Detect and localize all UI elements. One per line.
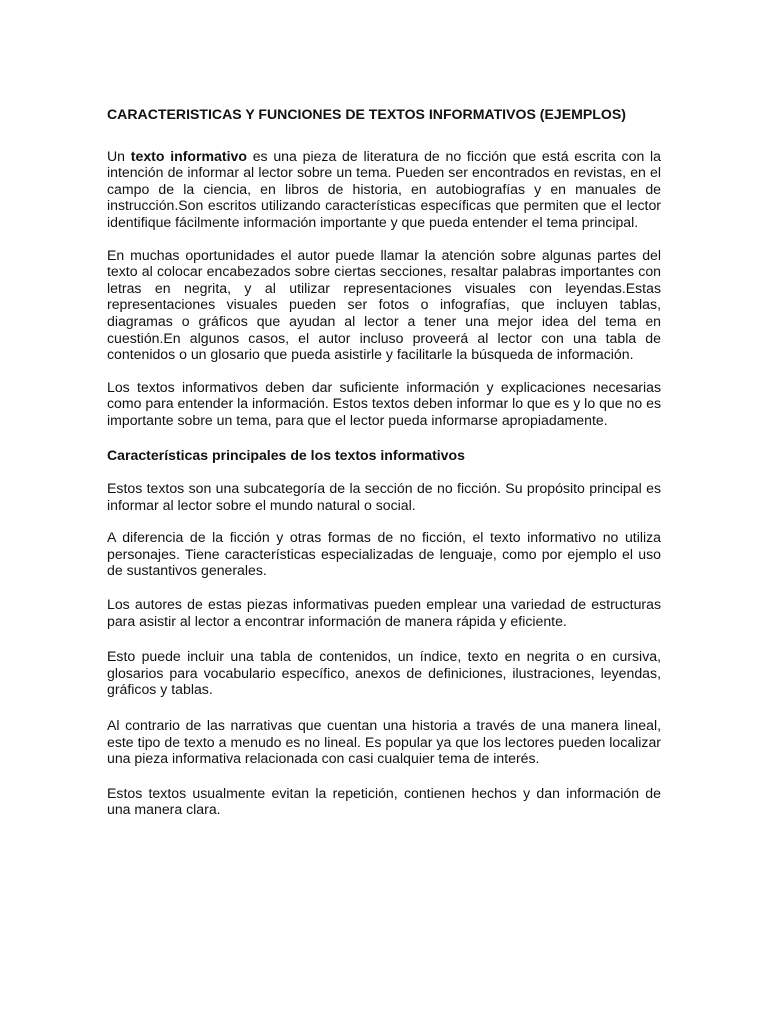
paragraph-clarity: Estos textos usualmente evitan la repetición, contienen hechos y dan información de una manera clara.	[107, 784, 661, 818]
section-heading: Características principales de los textos informativos	[107, 446, 465, 463]
document-page	[107, 106, 661, 818]
paragraph-intro-lead: Un	[107, 147, 131, 164]
bold-term-texto-informativo: texto informativo	[130, 147, 247, 164]
paragraph-sufficient-info: Los textos informativos deben dar suficiente información y explicaciones necesarias como para entender la información. Estos textos deben informar lo que es y lo que no es importante sobre un tema, para que el lector pueda informarse apropiadamente.	[107, 378, 661, 428]
paragraph-difference-fiction: A diferencia de la ficción y otras formas de no ficción, el texto informativo no utiliza personajes. Tiene características especializadas de lenguaje, como por ejemplo el uso de sustantivos generales.	[107, 529, 661, 579]
paragraph-attention: En muchas oportunidades el autor puede llamar la atención sobre algunas partes del texto al colocar encabezados sobre ciertas secciones, resaltar palabras importantes con letras en negrita, y al utilizar representaciones visuales con leyendas.Estas representaciones visuales pueden ser fotos o infografías, que incluyen tablas, diagramas o gráficos que ayudan al lector a tener una mejor idea del tema en cuestión.En algunos casos, el autor incluso proveerá al lector con una tabla de contenidos o un glosario que pueda asistirle y facilitarle la búsqueda de información.	[107, 246, 661, 363]
paragraph-tools: Esto puede incluir una tabla de contenidos, un índice, texto en negrita o en cursiva, glosarios para vocabulario específico, anexos de definiciones, ilustraciones, leyendas, gráficos y tablas.	[107, 648, 661, 698]
paragraph-intro	[107, 148, 661, 231]
document-title: CARACTERISTICAS Y FUNCIONES DE TEXTOS INFORMATIVOS (EJEMPLOS)	[107, 106, 626, 122]
paragraph-structures: Los autores de estas piezas informativas pueden emplear una variedad de estructuras para asistir al lector a encontrar información de manera rápida y eficiente.	[107, 596, 661, 629]
paragraph-intro-rest: es una pieza de literatura de no ficción que está escrita con la intención de informar al lector sobre un tema. Pueden ser encontrados en revistas, en el campo de la ciencia, en libros de historia, en autobiografías y en manuales de instrucción.Son escritos utilizando características específicas que permiten que el lector identifique fácilmente información importante y que pueda entender el tema principal.	[107, 147, 662, 230]
paragraph-subcategory: Estos textos son una subcategoría de la sección de no ficción. Su propósito principal es informar al lector sobre el mundo natural o social.	[107, 480, 661, 513]
paragraph-non-linear: Al contrario de las narrativas que cuentan una historia a través de una manera lineal, este tipo de texto a menudo es no lineal. Es popular ya que los lectores pueden localizar una pieza informativa relacionada con casi cualquier tema de interés.	[107, 717, 661, 767]
